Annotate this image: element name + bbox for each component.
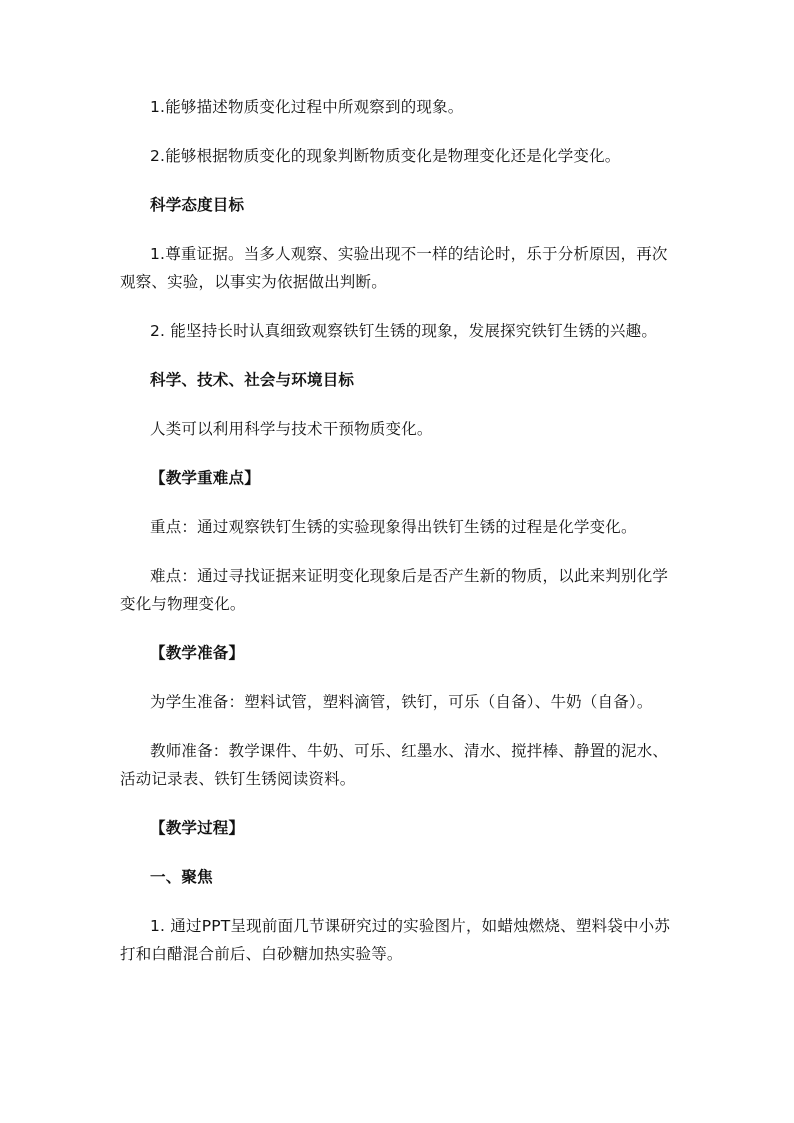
paragraph-key-point: 重点：通过观察铁钉生锈的实验现象得出铁钉生锈的过程是化学变化。 xyxy=(150,518,637,536)
paragraph-student-prep: 为学生准备：塑料试管，塑料滴管，铁钉，可乐（自备）、牛奶（自备）。 xyxy=(150,693,653,711)
document-body xyxy=(120,93,680,989)
paragraph-attitude-2: 2. 能坚持长时认真细致观察铁钉生锈的现象，发展探究铁钉生锈的兴趣。 xyxy=(150,322,658,340)
heading-key-points: 【教学重难点】 xyxy=(150,469,260,487)
paragraph-attitude-1: 1.尊重证据。当多人观察、实验出现不一样的结论时，乐于分析原因，再次观察、实验，以事实为依据做出判断。 xyxy=(120,245,668,291)
heading-preparation: 【教学准备】 xyxy=(150,644,245,662)
paragraph-sts: 人类可以利用科学与技术干预物质变化。 xyxy=(150,420,433,438)
heading-attitude-goals: 科学态度目标 xyxy=(150,196,245,214)
paragraph-teacher-prep: 教师准备：教学课件、牛奶、可乐、红墨水、清水、搅拌棒、静置的泥水、活动记录表、铁钉生锈阅读资料。 xyxy=(120,742,669,788)
heading-sts-goals: 科学、技术、社会与环境目标 xyxy=(150,371,355,389)
paragraph-goal-1: 1.能够描述物质变化过程中所观察到的现象。 xyxy=(150,98,464,116)
heading-focus: 一、聚焦 xyxy=(150,868,213,886)
paragraph-difficult-point: 难点：通过寻找证据来证明变化现象后是否产生新的物质，以此来判别化学变化与物理变化。 xyxy=(120,567,669,613)
paragraph-focus-1: 1. 通过PPT呈现前面几节课研究过的实验图片，如蜡烛燃烧、塑料袋中小苏打和白醋混合前后、白砂糖加热实验等。 xyxy=(120,917,671,963)
paragraph-goal-2: 2.能够根据物质变化的现象判断物质变化是物理变化还是化学变化。 xyxy=(150,147,621,165)
heading-process: 【教学过程】 xyxy=(150,819,245,837)
